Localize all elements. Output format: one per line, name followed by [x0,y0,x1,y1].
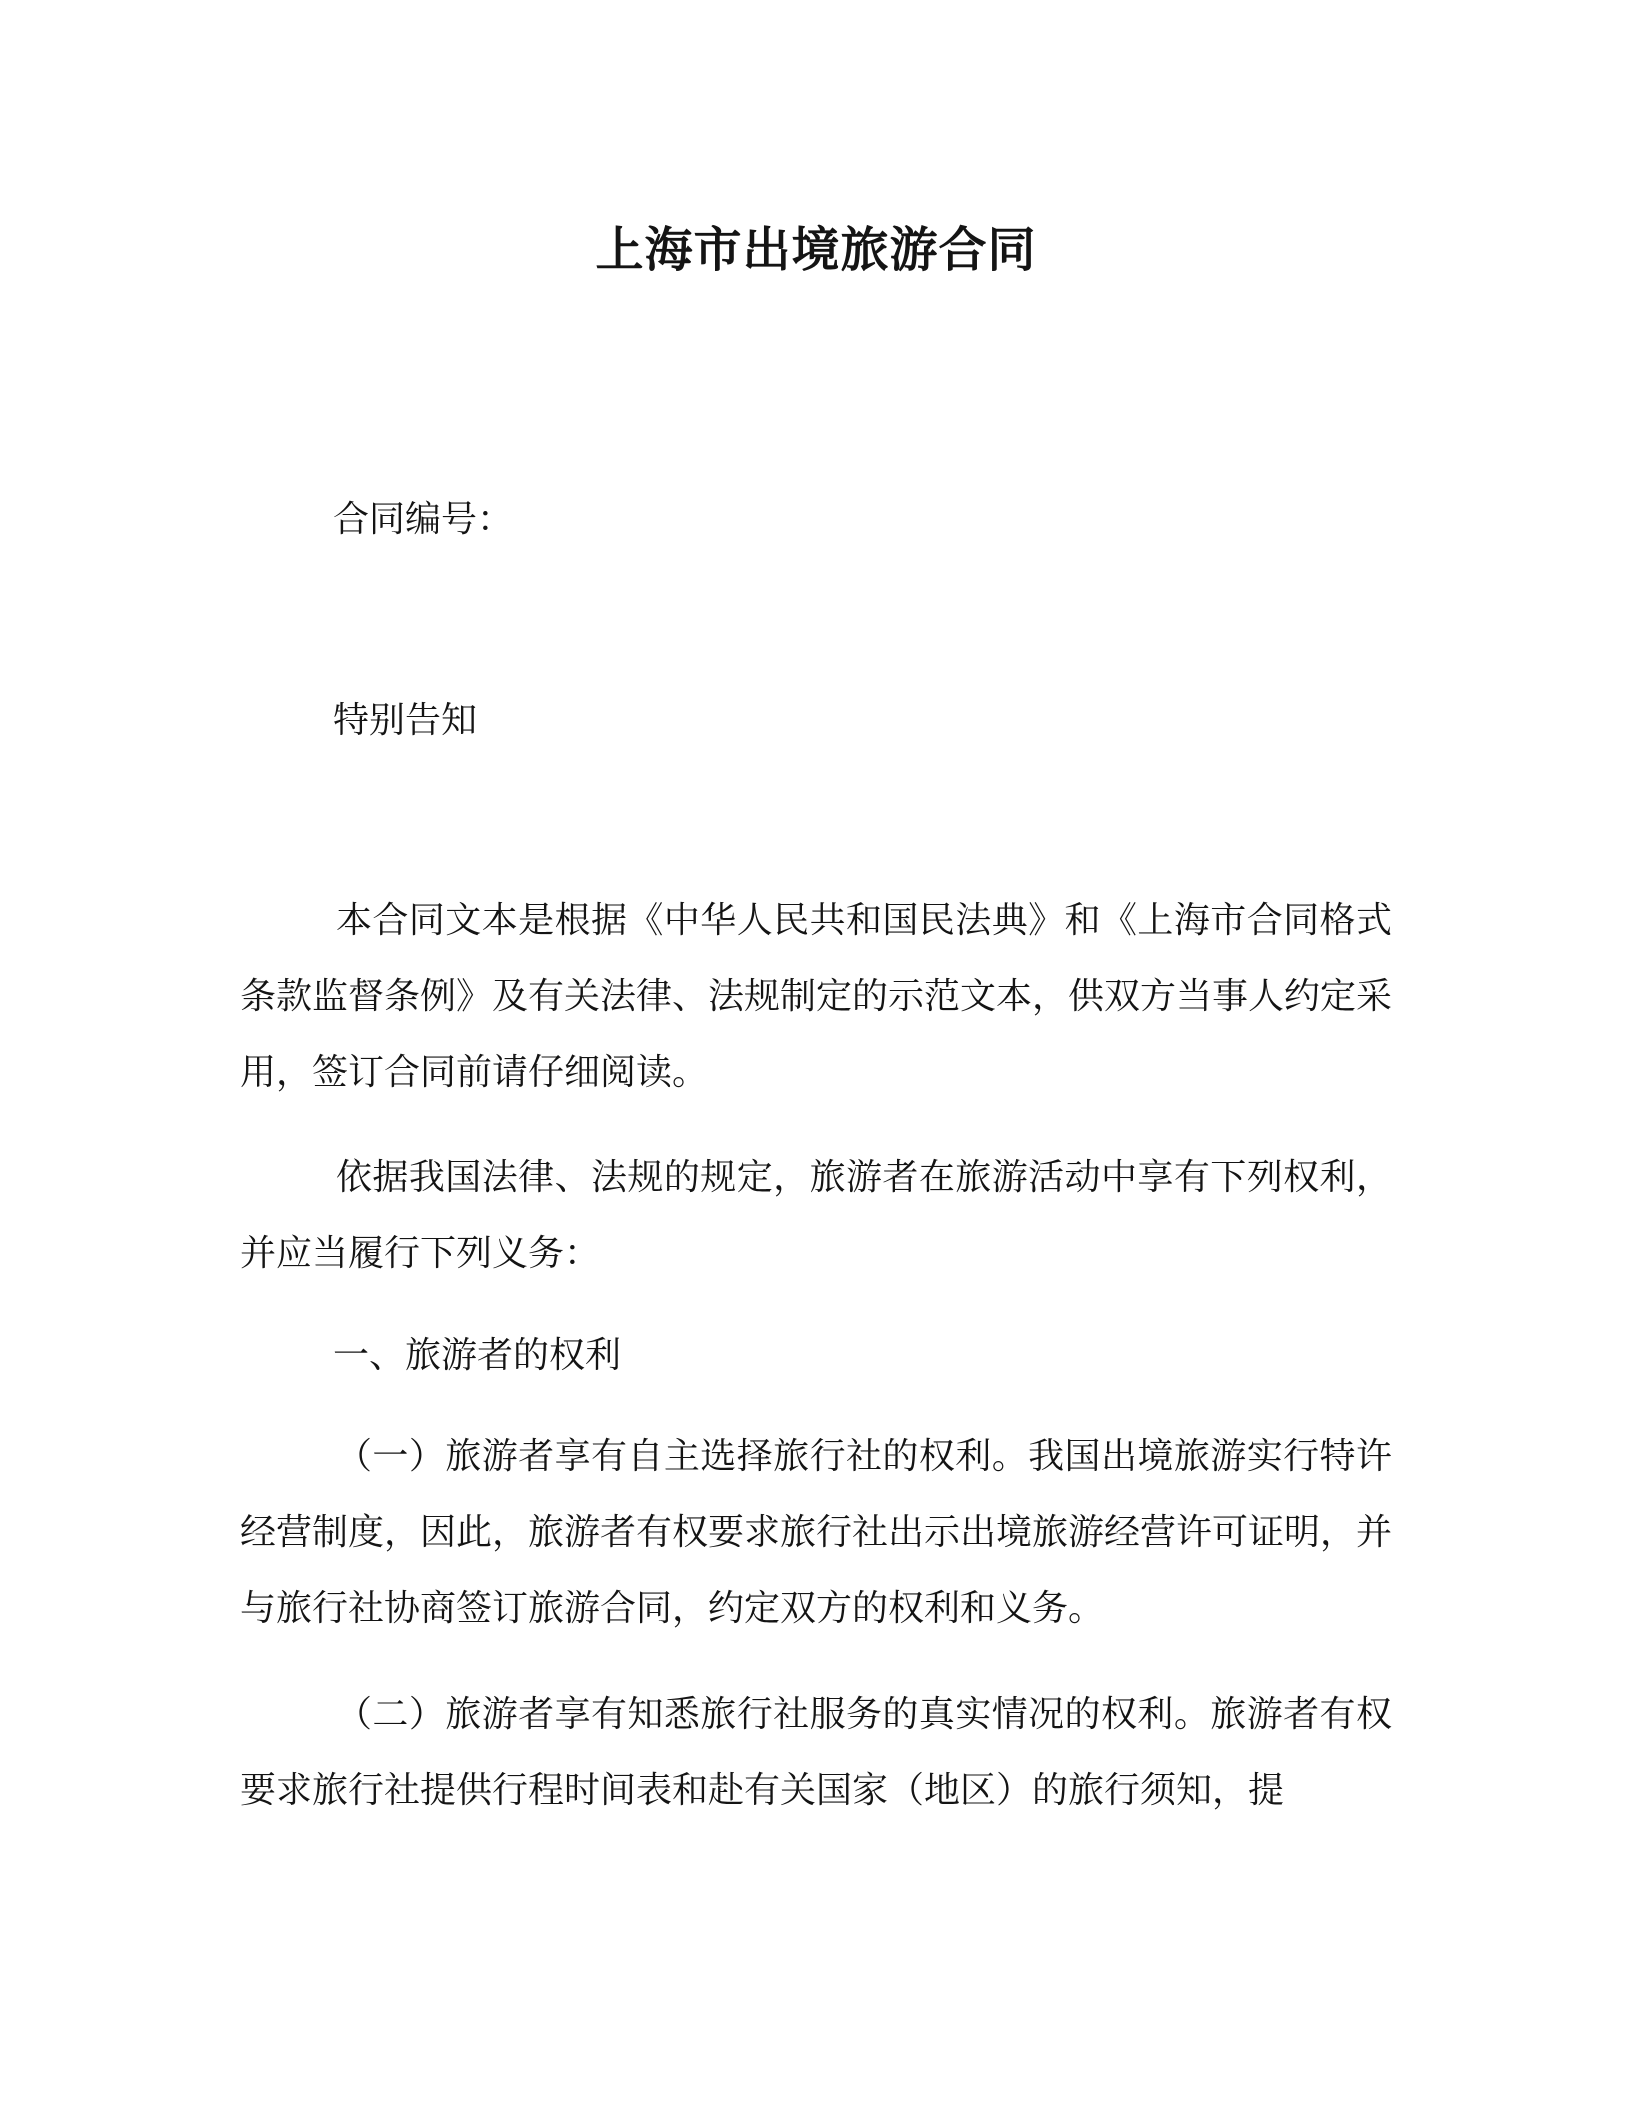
notice-heading: 特别告知 [333,700,478,741]
paragraph-rights-intro: 依据我国法律、法规的规定，旅游者在旅游活动中享有下列权利，并应当履行下列义务： [240,1157,1392,1274]
item-choose-agency: （一）旅游者享有自主选择旅行社的权利。我国出境旅游实行特许经营制度，因此，旅游者有权要求旅行社出示出境旅游经营许可证明，并与旅行社协商签订旅游合同，约定双方的权利和义务。 [240,1436,1393,1629]
section-heading-tourist-rights: 一、旅游者的权利 [333,1335,622,1376]
document-title: 上海市出境旅游合同 [595,222,1037,278]
paragraph-basis: 本合同文本是根据《中华人民共和国民法典》和《上海市合同格式条款监督条例》及有关法律、法规制定的示范文本，供双方当事人约定采用，签订合同前请仔细阅读。 [240,900,1393,1093]
contract-number-label: 合同编号： [333,499,514,540]
item-know-service: （二）旅游者享有知悉旅行社服务的真实情况的权利。旅游者有权要求旅行社提供行程时间表和赴有关国家（地区）的旅行须知，提 [240,1694,1392,1811]
